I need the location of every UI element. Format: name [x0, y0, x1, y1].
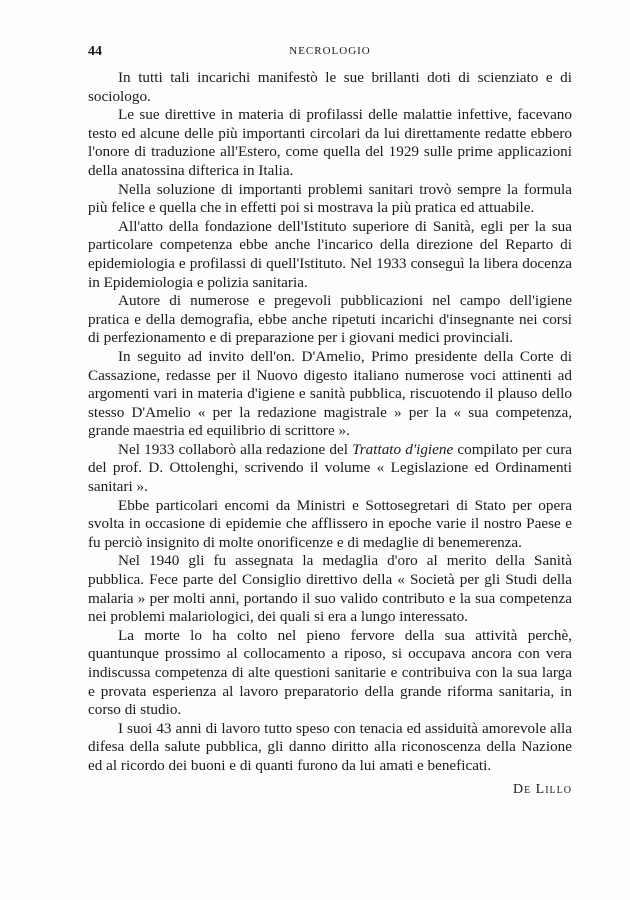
paragraph-10: La morte lo ha colto nel pieno fervore della sua attività perchè, quantunque prossimo al collocamento a riposo, si occupava ancora con vera indiscussa competenza di alte questioni sanitarie e contribuiva con la sua larga e provata esperienza al lavoro preparatorio della grande riforma sanitaria, in corso di studio.: [88, 626, 572, 719]
paragraph-2: Le sue direttive in materia di profilassi delle malattie infettive, facevano testo ed alcune delle più importanti circolari da lui direttamente redatte ebbero l'onore di traduzione all'Estero, come quella del 1929 sulle prime applicazioni della anatossina difterica in Italia.: [88, 106, 572, 179]
paragraph-8: Ebbe particolari encomi da Ministri e Sottosegretari di Stato per opera svolta in occasione di epidemie che afflissero in epoche varie il nostro Paese e fu perciò insignito di molte onorificenze e di medaglie di benemerenza.: [88, 496, 572, 551]
paragraph-3: Nella soluzione di importanti problemi sanitari trovò sempre la formula più felice e quella che in effetti poi si mostrava la più pratica ed attuabile.: [88, 180, 572, 217]
paragraph-11: I suoi 43 anni di lavoro tutto speso con tenacia ed assiduità amorevole alla difesa della salute pubblica, gli danno diritto alla riconoscenza della Nazione ed al ricordo dei buoni e di quanti furono da lui amati e beneficati.: [88, 719, 572, 774]
paragraph-6: In seguito ad invito dell'on. D'Amelio, Primo presidente della Corte di Cassazione, redasse per il Nuovo digesto italiano numerose voci attinenti ad argomenti vari in materia d'igiene e sanità pubblica, riscuotendo il plauso dello stesso D'Amelio « per la redazione magistrale » per la « sua competenza, grande maestria ed equilibrio di scrittore ».: [88, 347, 572, 440]
page-header: [88, 44, 572, 62]
paragraph-1: In tutti tali incarichi manifestò le sue brillanti doti di scienziato e di sociologo.: [88, 69, 572, 105]
paragraph-5: Autore di numerose e pregevoli pubblicazioni nel campo dell'igiene pratica e della demografia, ebbe anche ripetuti incarichi d'insegnante nei corsi di perfezionamento e di preparazione per i giovani medici provinciali.: [88, 292, 572, 347]
page-number: 44: [88, 44, 102, 59]
book-title-italic: Trattato d'igiene: [352, 440, 454, 458]
paragraph-4: All'atto della fondazione dell'Istituto superiore di Sanità, egli per la sua particolare competenza ebbe anche l'incarico della direzione del Reparto di epidemiologia e profilassi di quell'Istituto. Nel 1933 conseguì la libera docenza in Epidemiologia e polizia sanitaria.: [88, 217, 572, 291]
paragraph-7-after: compilato per cura del prof. D. Ottolenghi, scrivendo il volume « Legislazione ed Ordinamenti sanitari ».: [88, 440, 572, 496]
obituary-body: [88, 69, 572, 798]
author-signature: De Lillo: [512, 781, 572, 797]
paragraph-7-before: Nel 1933 collaborò alla redazione del: [118, 440, 353, 458]
running-head: NECROLOGIO: [289, 45, 371, 57]
paragraph-9: Nel 1940 gli fu assegnata la medaglia d'oro al merito della Sanità pubblica. Fece parte del Consiglio direttivo della « Società per gli Studi della malaria » per molti anni, portando il suo valido contributo e la sua competenza nei problemi malariologici, dei quali si era a lungo interessato.: [88, 552, 572, 626]
paragraph-7: [88, 441, 572, 497]
